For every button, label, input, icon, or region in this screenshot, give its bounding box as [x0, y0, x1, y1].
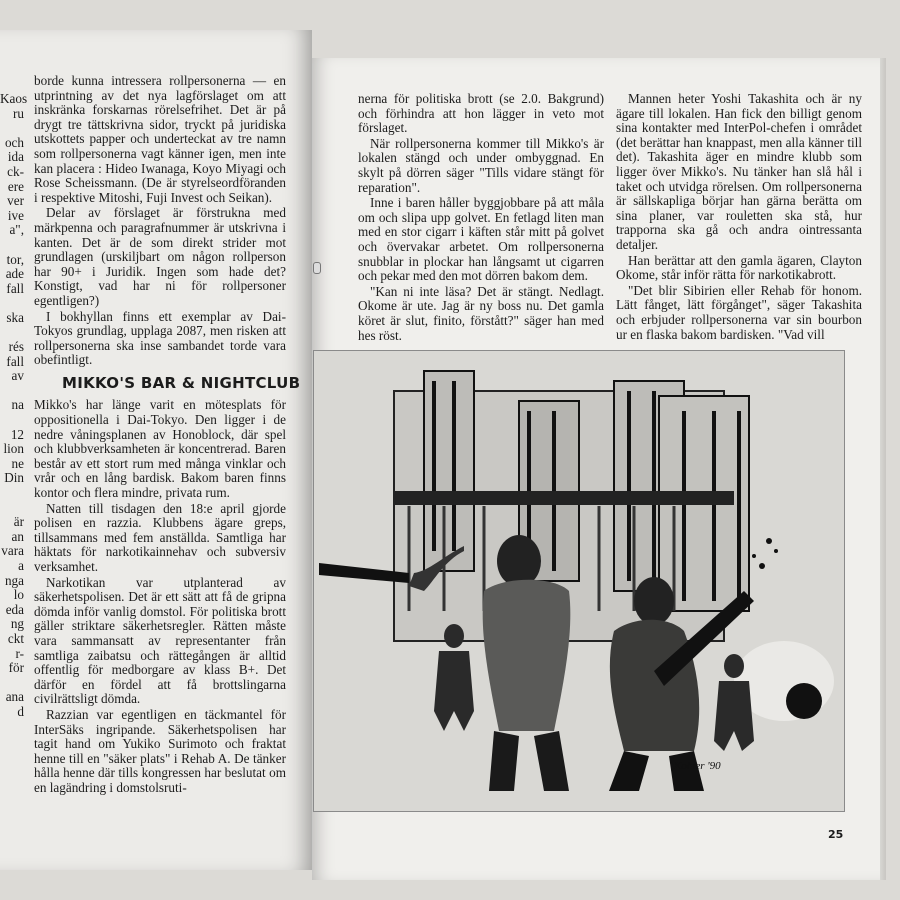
margin-fragment: Kaos [0, 91, 28, 106]
margin-fragment: och [4, 134, 24, 150]
margin-fragment: fall [6, 280, 24, 296]
margin-fragment: fall [6, 353, 24, 369]
margin-fragment: nga [4, 572, 24, 588]
left-paragraph: Delar av förslaget är förstrukna med märkpenna och paragrafnummer är utskrivna i kanten. Det är de som direkt strider mot grundlagen (urskiljbart om någon rollperson har 90+ i Juridik. Ingen som hade det? Konstigt, vad har ni för rollpersoner egentligen?) [34, 205, 286, 308]
left-paragraph: Natten till tisdagen den 18:e april gjorde polisen en razzia. Klubbens ägare greps, tillsammans med fem anställda. Samtliga har häktats för narkotikainnehav och subversiv verksamhet. [34, 500, 286, 574]
margin-fragment: ere [7, 178, 24, 194]
page-edge [880, 58, 886, 880]
margin-fragment: na [11, 397, 24, 413]
page-number: 25 [828, 828, 844, 841]
margin-fragment: r- [15, 645, 24, 661]
margin-fragment: eda [5, 601, 24, 617]
margin-fragment: ckt [7, 630, 24, 646]
left-paragraph: Razzian var egentligen en täckmantel för InterSäks ingripande. Säkerhetspolisen har tagit hand om Yukiko Surimoto och fraktat henne till en "säker plats" i Rehab A. De tänker hålla henne där tills kongressen har beslutat om en lagändring i domstolsruti- [34, 706, 286, 795]
margin-fragment: är [13, 514, 24, 530]
right-column-1 [358, 92, 604, 344]
right-paragraph: nerna för politiska brott (se 2.0. Bakgrund) och förhindra att hon lägger in veto mot förslaget. [358, 91, 604, 136]
margin-fragment [0, 676, 24, 691]
margin-fragment [0, 486, 24, 501]
right-paragraph: "Det blir Sibirien eller Rehab för honom. Lätt fånget, lätt förgånget", säger Takashita och erbjuder rollpersonerna var sin bourbon ur en flaska bakom bardisken. "Vad vill [616, 282, 862, 342]
margin-fragment: ska [6, 309, 24, 325]
margin-fragment: vara [1, 543, 24, 559]
left-paragraph: Narkotikan var utplanterad av säkerhetspolisen. Det är ett sätt att få de gripna dömda inför vanlig domstol. För politiska brott gäller striktare säkerhetsregler. Rätten måste vara sammansatt av representanter från samtliga zaibatsu och rättegången är alltid offentlig för medborgare av klass B+. Det därför en fördel att få brottslingarna civilrättsligt dömda. [34, 574, 286, 707]
artist-signature: Kohler '90 [674, 760, 721, 772]
margin-fragment: tor, [6, 251, 24, 267]
margin-fragment: Din [4, 470, 24, 486]
right-paragraph: När rollpersonerna kommer till Mikko's är lokalen stängd och under ombyggnad. En skylt på dörren säger "Tills vidare stängt för reparation". [358, 135, 604, 195]
margin-fragment [0, 296, 24, 311]
margin-fragment: a [18, 558, 24, 573]
margin-fragment: d [17, 703, 24, 719]
margin-fragment: lion [3, 441, 24, 457]
margin-fragment: ng [10, 616, 24, 632]
margin-fragment: 12 [10, 426, 24, 442]
margin-fragment: ive [7, 207, 24, 223]
margin-fragment: ida [7, 149, 24, 165]
section-heading: MIKKO'S BAR & NIGHTCLUB [62, 373, 301, 392]
margin-fragment [0, 238, 24, 253]
margin-fragment: rés [8, 339, 24, 355]
margin-fragment: för [8, 660, 24, 676]
margin-fragment: ne [11, 455, 24, 471]
margin-fragment [0, 121, 24, 136]
margin-fragment: ade [5, 266, 24, 282]
left-text-column [34, 73, 301, 797]
margin-fragment: ver [7, 193, 24, 209]
margin-fragment [0, 501, 24, 516]
margin-fragment [0, 384, 24, 399]
left-paragraph: borde kunna intressera rollpersonerna — en utprintning av det nya lagförslaget om att inskränka forskarnas rörelsefrihet. Det är på drygt tre tättskrivna sidor, tryckt på juridiska utskottets papper och underteckat av tre namn som rollpersonerna vagt känner igen, men inte kan placera : Hideo Iwanaga, Koyo Miyagi och Rose Scheissmann. (De är styrelseordföranden i respektive Mitoshi, Fuji Invest och Seikan). [34, 73, 286, 205]
margin-fragment: an [11, 528, 24, 544]
margin-fragment: ana [5, 689, 24, 705]
margin-fragment: av [11, 368, 24, 384]
margin-fragment [0, 413, 24, 428]
left-paragraph: Mikko's har länge varit en mötesplats för oppositionella i Dai-Tokyo. Den ligger i de nedre våningsplanen av Honoblock, där spel och klubbverksamheten är koncentrerad. Baren består av ett stort rum med många vinklar och vrår och en lång bardisk. Bakom baren finns kontor och flera mindre, privata rum. [34, 397, 286, 501]
right-column-2 [616, 92, 862, 343]
margin-fragment [0, 326, 24, 341]
margin-fragment: ck- [7, 163, 24, 179]
margin-fragment: lo [13, 587, 24, 603]
right-paragraph: Inne i baren håller byggjobbare på att måla om och slipa upp golvet. En fetlagd liten man med en stor cigarr i käften står mitt på golvet och övervakar arbetet. Om rollpersonerna snubblar in plockar han långsamt ut cigarren och pekar med den mot dörren bakom dem. [358, 195, 604, 284]
margin-fragment: ru [13, 105, 24, 121]
right-paragraph: Han berättar att den gamla ägaren, Clayton Okome, står inför rätta för narkotikabrott. [616, 252, 862, 283]
left-paragraph: I bokhyllan finns ett exemplar av Dai-Tokyos grundlag, upplaga 2087, men risken att rollpersonerna ska inse sambandet torde vara obefintligt. [34, 308, 286, 368]
margin-fragment: a", [9, 222, 24, 238]
illustration-gunfight [313, 350, 845, 812]
previous-column-fragments [0, 91, 28, 720]
staple-hole [313, 262, 321, 274]
right-paragraph: Mannen heter Yoshi Takashita och är ny ägare till lokalen. Han fick den billigt genom sina kontakter med InterPol-chefen i området (det berättar han knappast, men alla känner till det). Takashita äger en mindre klubb som ligger över Mikko's. Nu tänker han slå hål i taket och utvidga rörelsen. Om rollpersonerna är sällskapliga börjar han gärna berätta om sina planer, var rouletten ska stå, hur trapporna ska gå och andra ointressanta detaljer. [616, 91, 862, 252]
right-paragraph: "Kan ni inte läsa? Det är stängt. Nedlagt. Okome är ute. Jag är ny boss nu. Det gamla köret är slut, finito, förstått?" säger han med hes röst. [358, 283, 604, 343]
left-page [0, 30, 312, 870]
